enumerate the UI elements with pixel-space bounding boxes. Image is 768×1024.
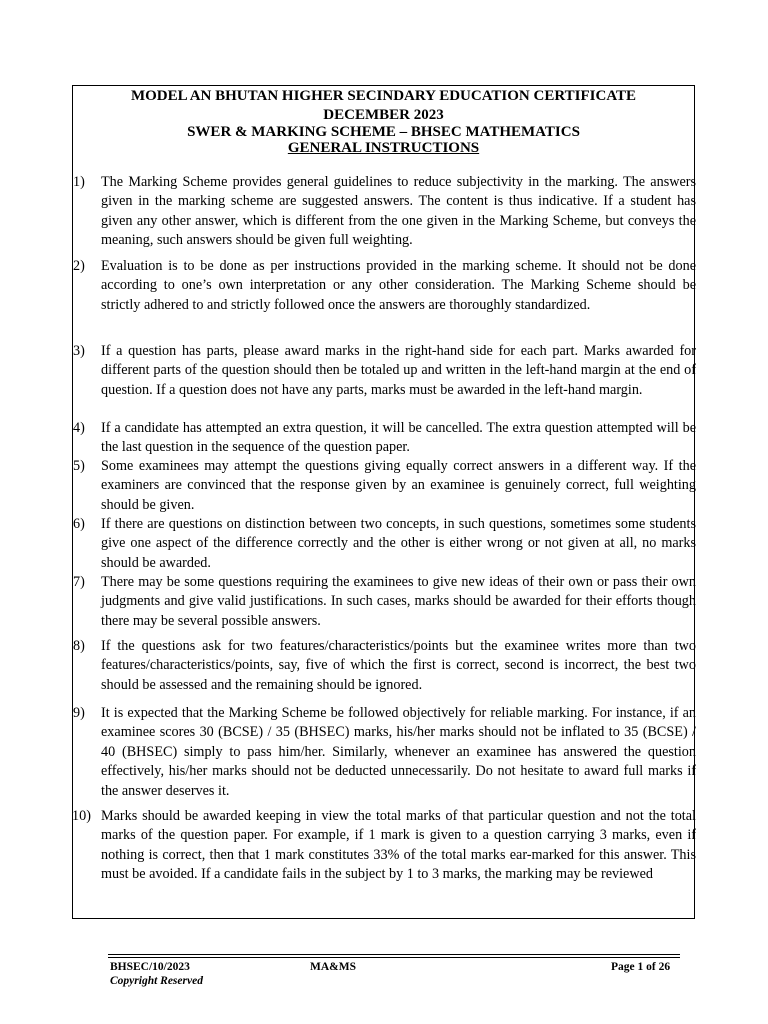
title-line-2: DECEMBER 2023 — [323, 107, 444, 123]
item-text: If a question has parts, please award marks in the right-hand side for each part. Marks awarded for different parts of the question should then be totaled up and written in the left-hand margin at the end of question. If a question does not have any parts, marks must be awarded in the left-hand margin. — [101, 343, 696, 398]
item-number: 3) — [73, 343, 85, 359]
item-text: It is expected that the Marking Scheme be followed objectively for reliable marking. For instance, if an examinee scores 30 (BCSE) / 35 (BHSEC) marks, his/her marks should not be inflated to 35 (BCSE) / 40 (BHSEC) simply to pass him/her. Similarly, whenever an examinee has answered the question effectively, his/her marks should not be deducted unnecessarily. Do not hesitate to award full marks if the answer deserves it. — [101, 705, 696, 799]
footer-document-code: BHSEC/10/2023 — [110, 961, 190, 973]
item-number: 5) — [73, 458, 85, 474]
item-text: If there are questions on distinction between two concepts, in such questions, sometimes some students give one aspect of the difference correctly and the other is either wrong or not given at all, no marks should be awarded. — [101, 516, 696, 571]
item-text: Evaluation is to be done as per instructions provided in the marking scheme. It should not be done according to one’s own interpretation or any other consideration. The Marking Scheme should be strictly adhered to and strictly followed once the answers are thoroughly standardized. — [101, 258, 696, 313]
footer-divider — [108, 954, 680, 955]
item-text: There may be some questions requiring the examinees to give new ideas of their own or pass their own judgments and give valid justifications. In such cases, marks should be awarded for their efforts though there may be several possible answers. — [101, 574, 696, 629]
section-heading — [72, 139, 695, 158]
item-number: 10) — [72, 808, 91, 824]
item-number: 2) — [73, 258, 85, 274]
footer-subject-code: MA&MS — [310, 961, 356, 973]
item-number: 1) — [73, 174, 85, 190]
item-number: 6) — [73, 516, 85, 532]
footer-copyright: Copyright Reserved — [110, 975, 203, 987]
item-number: 9) — [73, 705, 85, 721]
footer-page-number: Page 1 of 26 — [611, 961, 671, 973]
footer-divider — [108, 957, 680, 958]
title-line-3: SWER & MARKING SCHEME – BHSEC MATHEMATICS — [187, 124, 580, 140]
section-heading-text: GENERAL INSTRUCTIONS — [287, 140, 480, 156]
item-number: 7) — [73, 574, 85, 590]
item-text: Marks should be awarded keeping in view the total marks of that particular question and not the total marks of the question paper. For example, if 1 mark is given to a question carrying 3 marks, even if nothing is correct, then that 1 mark constitutes 33% of the total marks ear-marked for this answer. This must be avoided. If a candidate fails in the subject by 1 to 3 marks, the marking may be reviewed — [101, 808, 696, 883]
item-text: Some examinees may attempt the questions giving equally correct answers in a different way. If the examiners are convinced that the response given by an examinee is genuinely correct, full weighting should be given. — [101, 458, 696, 513]
item-number: 4) — [73, 420, 85, 436]
item-text: If a candidate has attempted an extra question, it will be cancelled. The extra question attempted will be the last question in the sequence of the question paper. — [101, 420, 696, 456]
title-line-1: MODEL AN BHUTAN HIGHER SECINDARY EDUCATION CERTIFICATE — [130, 88, 637, 104]
item-number: 8) — [73, 638, 85, 654]
item-text: The Marking Scheme provides general guidelines to reduce subjectivity in the marking. The answers given in the marking scheme are suggested answers. The content is thus indicative. If a student has given any other answer, which is different from the one given in the Marking Scheme, but conveys the meaning, such answers should be given full weighting. — [101, 174, 696, 249]
item-text: If the questions ask for two features/characteristics/points but the examinee writes more than two features/characteristics/points, say, five of which the first is correct, second is incorrect, the best two should be assessed and the remaining should be ignored. — [101, 638, 696, 693]
